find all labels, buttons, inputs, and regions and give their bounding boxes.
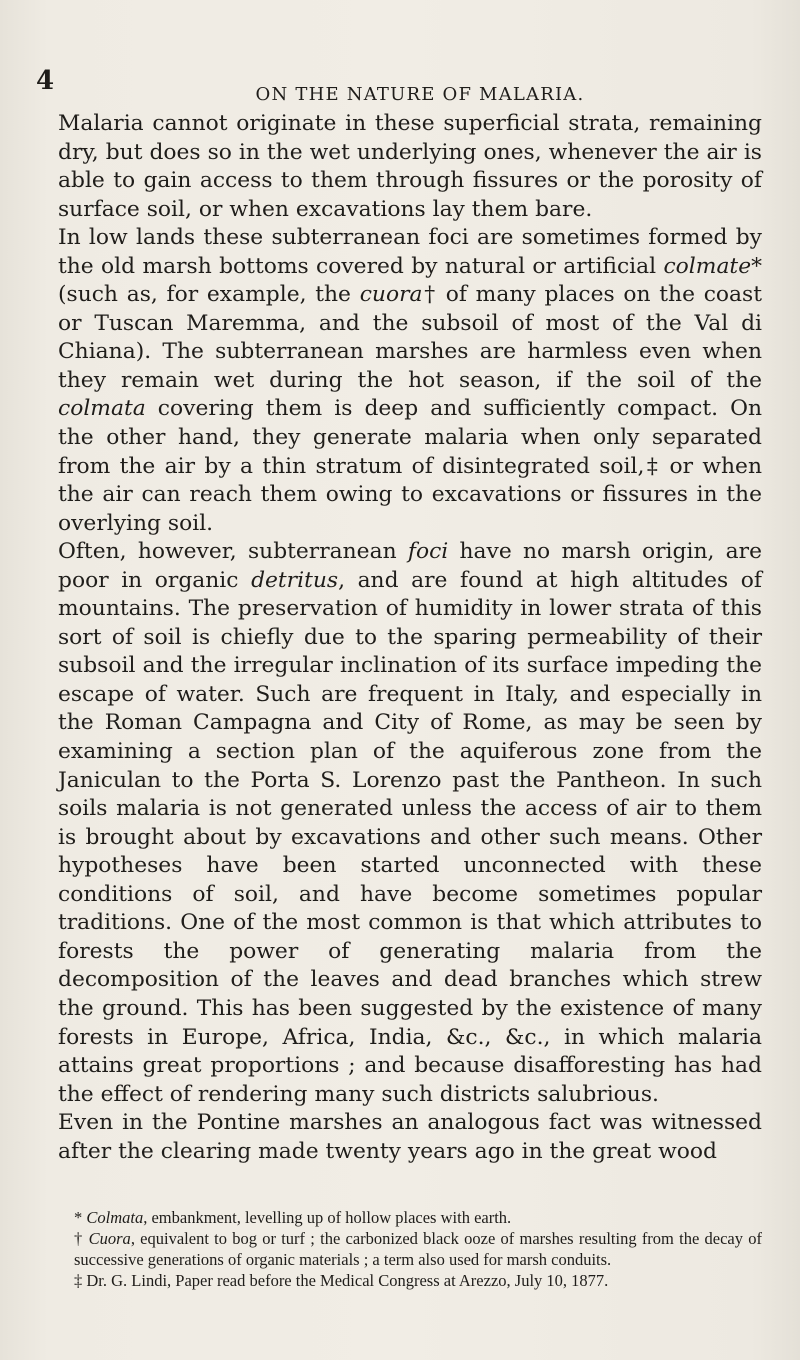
footnote [58,1207,762,1228]
footnote-term: Cuora [88,1229,131,1248]
footnote-text: , embankment, levelling up of hollow places with earth. [143,1208,512,1227]
footnote-mark: ‡ [74,1271,83,1290]
italic-term: cuora [359,282,423,308]
footnote [58,1228,762,1270]
paragraph [58,110,762,224]
footnote-term: Colmata [86,1208,144,1227]
text-run: have no marsh origin, are poor in organic [58,539,762,593]
footnote-text: , equivalent to bog or turf ; the carbonized black ooze of marshes resulting from the decay of successive generations of organic materials ; a term also used for marsh conduits. [74,1229,763,1269]
italic-term: colmata [58,396,146,422]
footnote-text: Dr. G. Lindi, Paper read before the Medical Congress at Arezzo, July 10, 1877. [86,1271,609,1290]
text-run: Even in the Pontine marshes an analogous fact was witnessed after the clearing made twenty years ago in the great wood [58,1110,762,1164]
italic-term: colmate [663,253,752,279]
italic-term: foci [407,539,449,565]
paragraph [58,1109,762,1166]
text-run: Malaria cannot originate in these superficial strata, remaining dry, but does so in the wet underlying ones, whenever the air is able to gain access to them through fissures or the porosity of surface soil, or when excavations lay them bare. [58,111,762,222]
footnotes [58,1207,762,1291]
text-run: covering them is deep and sufficiently compact. On the other hand, they generate malaria when only separated from the air by a thin stratum of disintegrated soil,‡ or when the air can reach them owing to excavations or fissures in the overlying soil. [58,396,762,536]
text-run: Often, however, subterranean [58,539,408,565]
paragraph [58,538,762,1109]
page-number: 4 [36,66,55,96]
running-title: ON THE NATURE OF MALARIA. [255,84,585,105]
text-run: In low lands these subterranean foci are sometimes formed by the old marsh bottoms covered by natural or artificial [58,225,762,279]
footnote-mark: * [74,1208,83,1227]
text-run: † of many places on the coast or Tuscan Maremma, and the subsoil of most of the Val di Chiana). The subterranean marshes are harmless even when they remain wet during the hot season, if the soil of the [58,282,762,393]
text-run: * (such as, for example, the [58,253,762,308]
body-text [58,110,762,1166]
paragraph [58,224,762,538]
footnote [58,1270,762,1291]
text-run: , and are found at high altitudes of mountains. The preservation of humidity in lower strata of this sort of soil is chiefly due to the sparing permeability of their subsoil and the irregular inclination of its surface impeding the escape of water. Such are frequent in Italy, and especially in the Roman Campagna and City of Rome, as may be seen by examining a section plan of the aquiferous zone from the Janiculan to the Porta S. Lorenzo past the Pantheon. In such soils malaria is not generated unless the access of air to them is brought about by excavations and other such means. Other hypotheses have been started unconnected with these conditions of soil, and have become sometimes popular traditions. One of the most common is that which attributes to forests the power of generating malaria from the decomposition of the leaves and dead branches which strew the ground. This has been suggested by the existence of many forests in Europe, Africa, India, &c., &c., in which malaria attains great proportions ; and because disafforesting has had the effect of rendering many such districts salubrious. [58,567,762,1107]
italic-term: detritus [251,567,339,593]
footnote-mark: † [74,1229,84,1248]
